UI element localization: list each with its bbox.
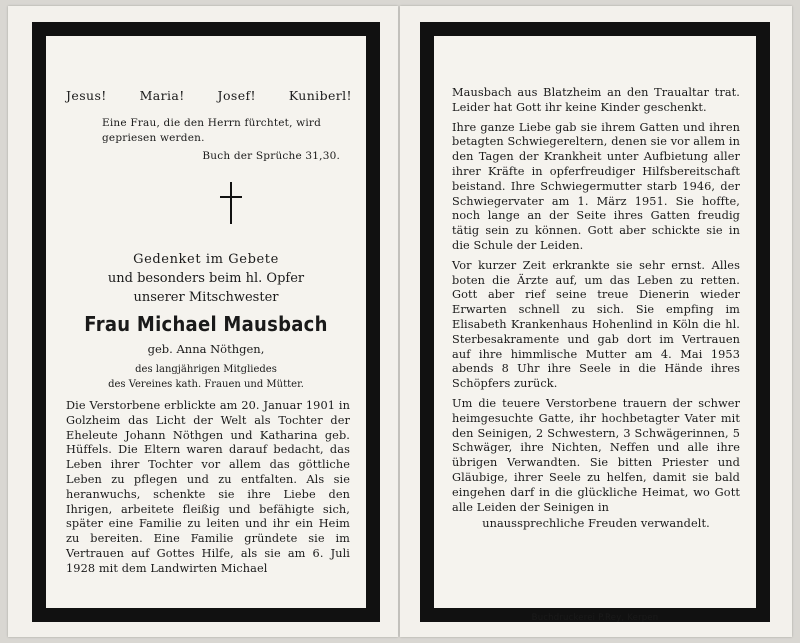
invocation-jesus: Jesus! bbox=[66, 88, 107, 103]
mourning-border-right bbox=[420, 22, 770, 622]
invocation-maria: Maria! bbox=[139, 88, 185, 103]
paragraph-death: Vor kurzer Zeit erkrankte sie sehr ernst. Alles boten die Ärzte auf, um das Leben zu retten. Gott aber rief seine treue Dienerin wieder Erwarten schnell zu sich. Sie empfing im Elisabeth Krankenhaus Hohenlind in Köln die hl. Sterbesakramente und gab dort im Vertrauen auf ihre himmlische Mutter am 4. Mai 1953 abends 8 Uhr ihre Seele in die Hände ihres Schöpfers zurück. bbox=[452, 258, 740, 391]
remember-line-3: unserer Mitschwester bbox=[133, 290, 279, 305]
remember-line-1: Gedenket im Gebete bbox=[133, 252, 279, 267]
right-leaf bbox=[400, 6, 792, 637]
quote-source: Buch der Sprüche 31,30. bbox=[202, 150, 340, 162]
bible-quote: Eine Frau, die den Herrn fürchtet, wird gepriesen werden. bbox=[102, 117, 322, 144]
right-text-block bbox=[452, 86, 740, 537]
paragraph-mourners: Um die teuere Verstorbene trauern der schwer heimgesuchte Gatte, ihr hochbetagter Vater mit den Seinigen, 2 Schwestern, 3 Schwägerinnen, 5 Schwäger, ihre Nichten, Neffen und alle ihre übrigen Verwandten. Sie bitten Priester und Gläubige, ihrer Seele zu helfen, damit sie bald eingehen darf in die glückliche Heimat, wo Gott alle Leiden der Seinigen in bbox=[452, 396, 740, 514]
mourning-border-left bbox=[32, 22, 380, 622]
closing-line: unaussprechliche Freuden verwandelt. bbox=[482, 517, 710, 531]
member-line-1: des langjährigen Mitgliedes bbox=[135, 364, 277, 375]
member-line-2: des Vereines kath. Frauen und Mütter. bbox=[108, 379, 304, 390]
invocation-josef: Josef! bbox=[217, 88, 256, 103]
left-panel bbox=[46, 36, 366, 608]
biography-text: Die Verstorbene erblickte am 20. Januar 1901 in Golzheim das Licht der Welt als Tochter der Eheleute Johann Nöthgen und Katharina geb. Hüffels. Die Eltern waren darauf bedacht, das Leben ihrer Tochter vor allem das göttliche Leben zu pflegen und zu entfalten. Als sie heranwuchs, schenkte sie ihre Liebe den Ihrigen, arbeitete fleißig und befähigte sich, später eine Familie zu leiten und ihr ein Heim zu bereiten. Eine Familie gründete sie im Vertrauen auf Gottes Hilfe, als sie am 6. Juli 1928 mit dem Landwirten Michael bbox=[66, 399, 350, 575]
deceased-name: Frau Michael Mausbach bbox=[84, 312, 328, 336]
remember-line-2: und besonders beim hl. Opfer bbox=[107, 271, 305, 286]
invocation-kunibert: Kuniberl! bbox=[288, 88, 352, 103]
biography-paragraph bbox=[66, 399, 350, 582]
cross-icon bbox=[220, 182, 242, 224]
membership-text bbox=[46, 362, 366, 392]
left-leaf bbox=[8, 6, 398, 637]
right-panel bbox=[434, 36, 756, 623]
paragraph-devotion: Ihre ganze Liebe gab sie ihrem Gatten und ihren betagten Schwiegereltern, denen sie vor allem in den Tagen der Krankheit unter Aufbietung aller ihrer Kräfte in opferfreudiger Hilfsbereitschaft beistand. Ihre Schwiegermutter starb 1946, der Schwiegervater am 1. März 1951. Sie hoffte, noch lange an der Seite ihres Gatten freudig tätig sein zu können. Gott aber schickte sie in die Schule der Leiden. bbox=[452, 120, 740, 252]
printer-imprint: Buchdruckerei P.Rey, Kerpen bbox=[531, 613, 659, 623]
remembrance-text bbox=[46, 250, 366, 307]
invocation-line bbox=[66, 88, 352, 103]
maiden-name: geb. Anna Nöthgen, bbox=[147, 342, 265, 356]
paragraph-marriage: Mausbach aus Blatzheim an den Traualtar trat. Leider hat Gott ihr keine Kinder geschenkt. bbox=[452, 86, 740, 114]
